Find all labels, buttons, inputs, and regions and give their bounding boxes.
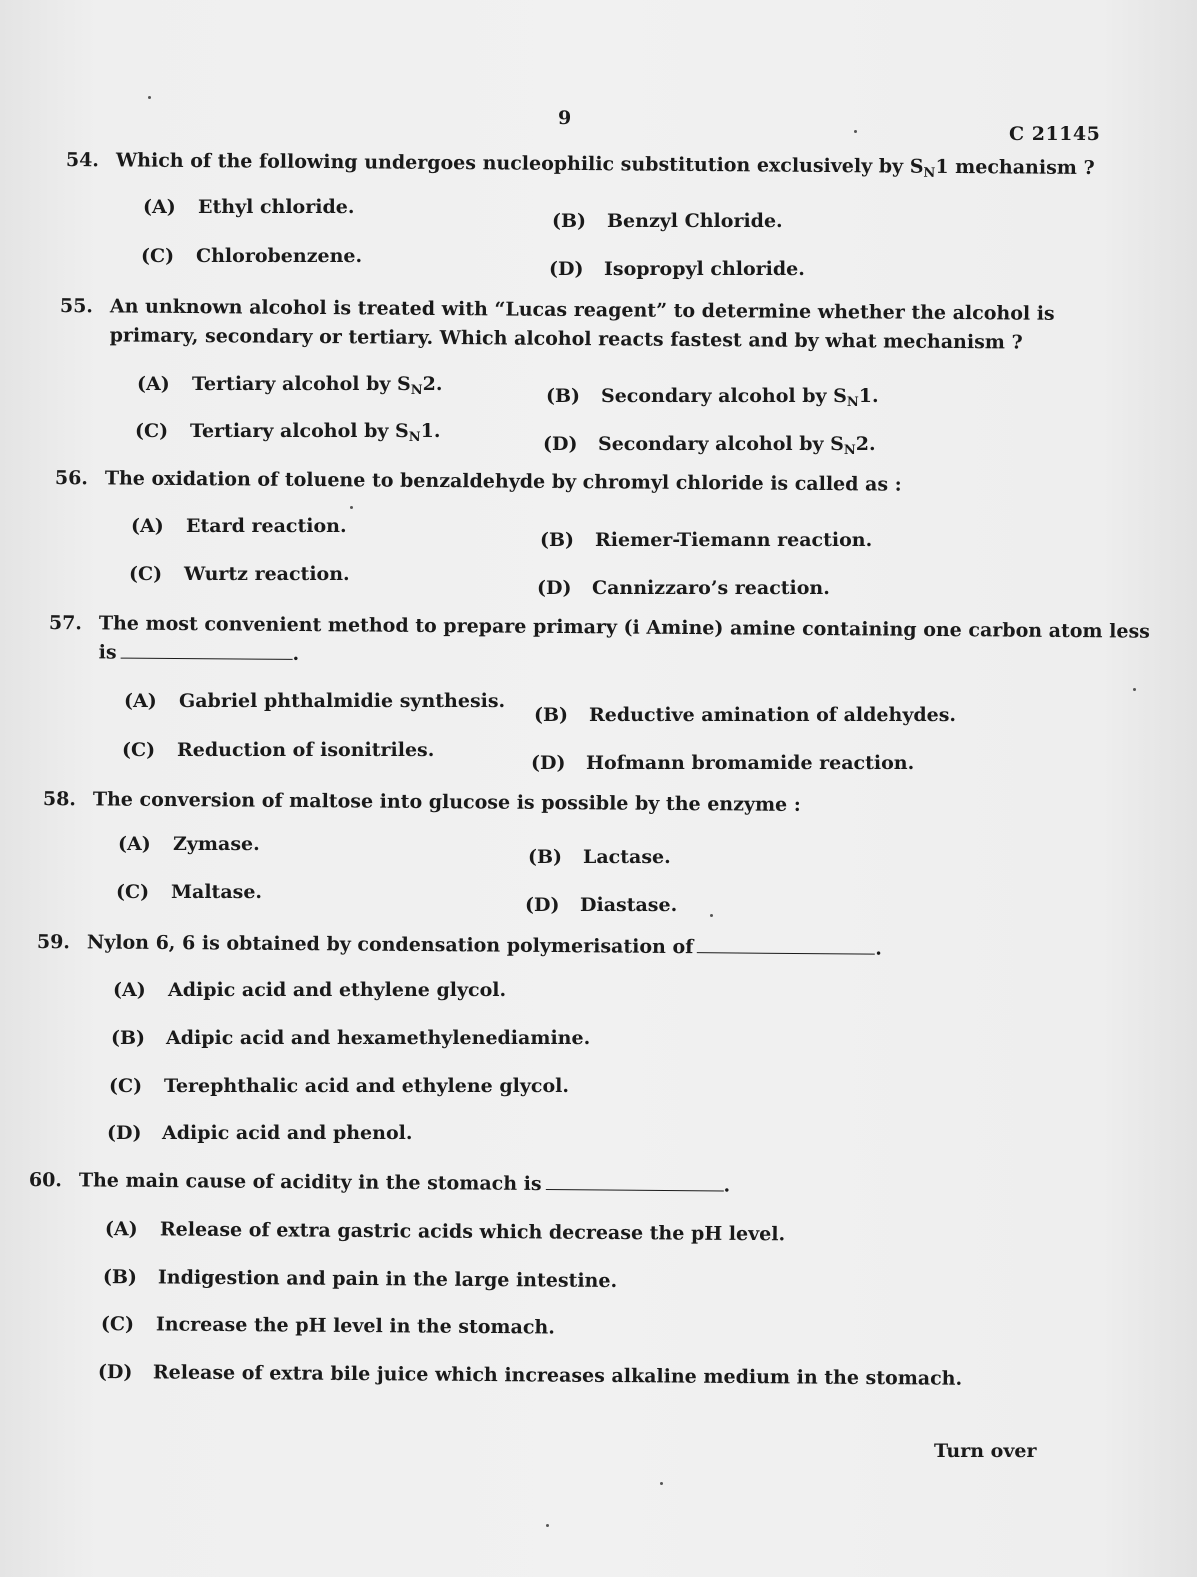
question-text: An unknown alcohol is treated with “Lucas reagent” to determine whether the alcohol is primary, secondary or tertiary. Which alcohol reacts fastest and by what mechanism ? (109, 295, 1055, 354)
option-56-a: (A) Etard reaction. (131, 515, 347, 537)
option-57-a: (A) Gabriel phthalmidie synthesis. (124, 690, 506, 712)
option-55-d: (D) Secondary alcohol by $S_N2$. (543, 433, 876, 458)
question-55 (60, 292, 1100, 358)
question-number: 60. (28, 1168, 63, 1192)
option-56-b: (B) Riemer-Tiemann reaction. (540, 529, 873, 551)
option-59-c: (C) Terephthalic acid and ethylene glycol. (109, 1075, 569, 1097)
question-text: The most convenient method to prepare primary (i Amine) amine containing one carbon atom less (98, 612, 1150, 643)
question-text-line2: is . (98, 641, 300, 665)
scan-speck (1133, 688, 1136, 691)
turn-over-label: Turn over (934, 1440, 1037, 1462)
option-59-a: (A) Adipic acid and ethylene glycol. (113, 979, 507, 1001)
answer-blank (546, 1175, 724, 1191)
question-text: Which of the following undergoes nucleophilic substitution exclusively by $S_N1$ mechanism ? (115, 149, 1095, 181)
option-60-a: (A) Release of extra gastric acids which decrease the pH level. (104, 1218, 786, 1246)
option-59-d: (D) Adipic acid and phenol. (107, 1122, 413, 1144)
option-54-c: (C) Chlorobenzene. (141, 245, 363, 267)
question-58 (43, 785, 801, 820)
answer-blank (121, 644, 293, 660)
page-number: 9 (558, 107, 572, 129)
option-57-b: (B) Reductive amination of aldehydes. (534, 704, 957, 726)
question-text: The oxidation of toluene to benzaldehyde by chromyl chloride is called as : (104, 467, 902, 496)
scan-speck (546, 1524, 549, 1527)
question-number: 56. (54, 466, 89, 490)
paper-code: C 21145 (1009, 123, 1101, 145)
option-60-c: (C) Increase the pH level in the stomach. (100, 1313, 555, 1339)
scan-speck (660, 1482, 663, 1485)
option-54-a: (A) Ethyl chloride. (143, 196, 355, 218)
option-55-c: (C) Tertiary alcohol by $S_N1$. (135, 420, 441, 445)
option-60-d: (D) Release of extra bile juice which increases alkaline medium in the stomach. (97, 1361, 963, 1390)
option-58-b: (B) Lactase. (528, 846, 671, 868)
question-number: 57. (48, 611, 83, 635)
question-57 (49, 609, 1150, 676)
option-56-d: (D) Cannizzaro’s reaction. (537, 577, 830, 599)
question-text: Nylon 6, 6 is obtained by condensation polymerisation of . (86, 931, 883, 960)
option-56-c: (C) Wurtz reaction. (129, 563, 350, 585)
option-55-b: (B) Secondary alcohol by $S_N1$. (546, 385, 879, 410)
option-55-a: (A) Tertiary alcohol by $S_N2$. (137, 373, 443, 398)
question-59 (37, 928, 882, 964)
scan-speck (350, 506, 353, 509)
question-56 (55, 464, 902, 500)
option-57-d: (D) Hofmann bromamide reaction. (531, 752, 915, 774)
scan-speck (854, 130, 857, 133)
question-text: The conversion of maltose into glucose is possible by the enzyme : (92, 788, 801, 816)
question-number: 58. (42, 787, 77, 811)
option-54-d: (D) Isopropyl chloride. (549, 258, 805, 280)
option-58-c: (C) Maltase. (116, 881, 263, 903)
scan-speck (710, 914, 713, 917)
question-number: 59. (36, 930, 71, 954)
option-59-b: (B) Adipic acid and hexamethylenediamine. (111, 1027, 591, 1049)
question-60 (29, 1166, 731, 1201)
option-58-d: (D) Diastase. (525, 894, 678, 916)
scan-speck (148, 96, 151, 99)
question-number: 54. (65, 148, 100, 172)
question-number: 55. (59, 294, 94, 318)
option-60-b: (B) Indigestion and pain in the large intestine. (102, 1266, 618, 1293)
question-54 (66, 146, 1095, 189)
option-58-a: (A) Zymase. (118, 833, 260, 855)
question-text: The main cause of acidity in the stomach is . (78, 1169, 731, 1197)
option-57-c: (C) Reduction of isonitriles. (122, 739, 435, 761)
option-54-b: (B) Benzyl Chloride. (552, 210, 783, 232)
answer-blank (697, 938, 875, 954)
